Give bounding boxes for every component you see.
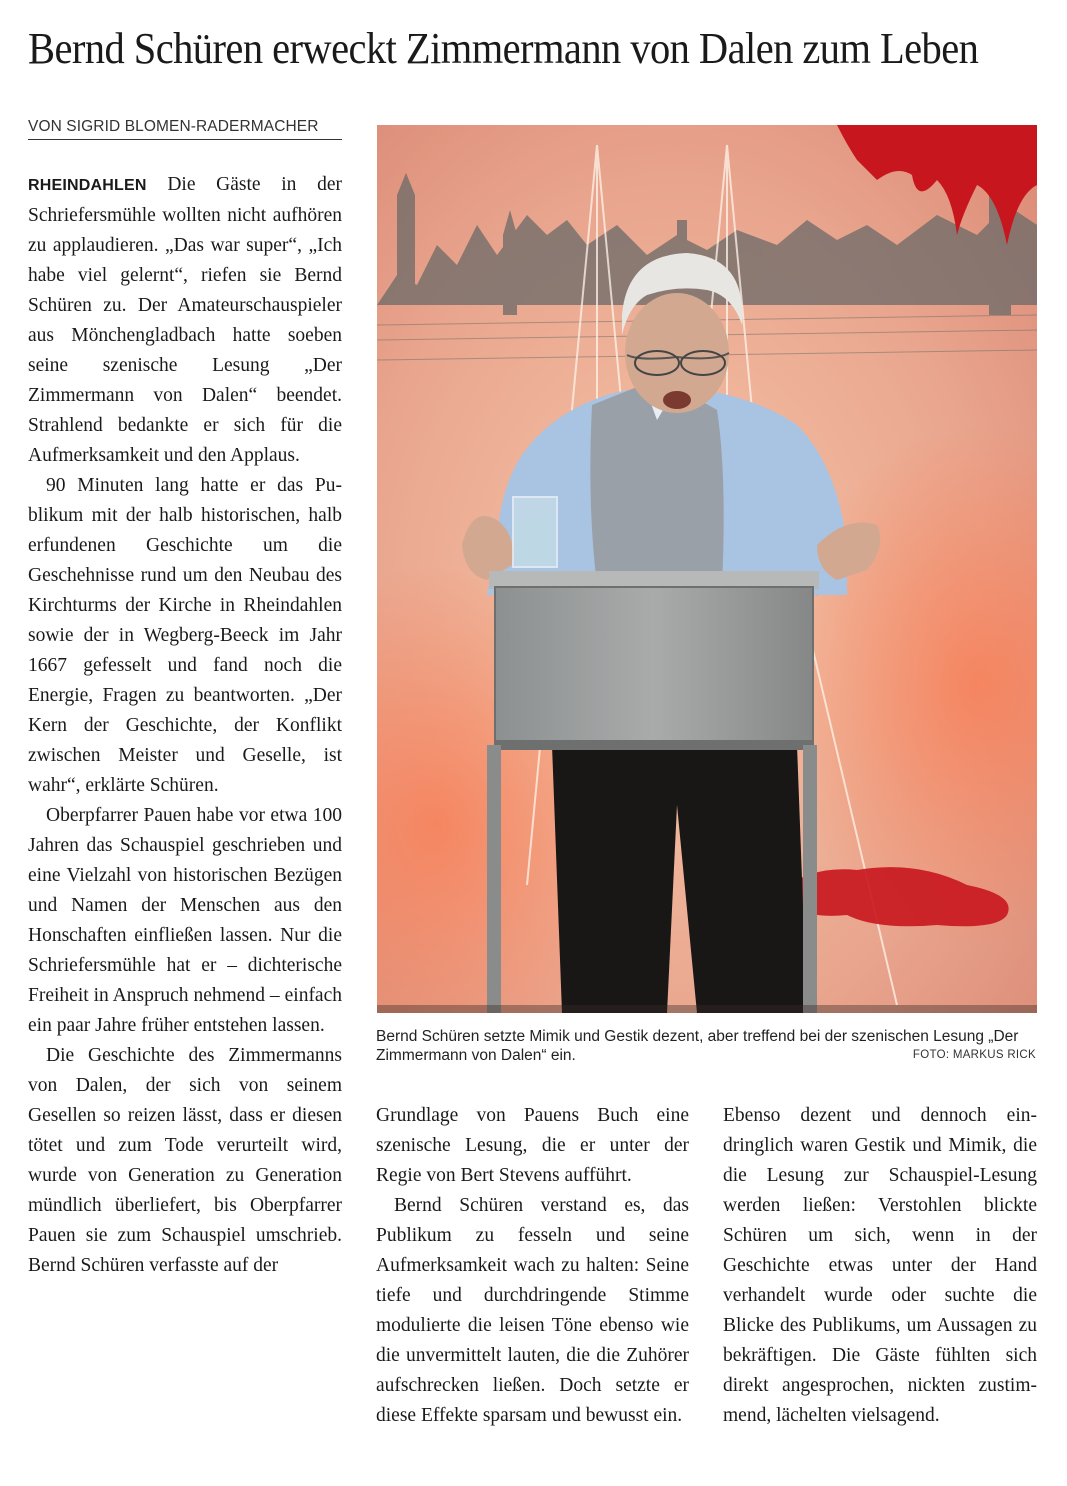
byline: VON SIGRID BLOMEN-RADERMACHER [28, 116, 342, 140]
caption-text: Bernd Schüren setzte Mimik und Gestik dezent, aber treffend bei der szenischen Lesung „Der Zimmermann von Dalen“ ein. [376, 1028, 1019, 1064]
photo-illustration [377, 125, 1037, 1013]
dateline: RHEINDAHLEN [28, 177, 147, 194]
paragraph: Ebenso dezent und dennoch eindringlich waren Gestik und Mimik, die die Lesung zur Schauspiel-Lesung werden ließen: Verstohlen blickte Schüren um sich, wenn in der Geschichte etwas unter der Hand verhandelt wurde oder suchte die Blicke des Publikums, um Aussagen zu bekräftigen. Die Gäste fühlten sich direkt angesprochen, nickten zustimmend, lächelten vielsagend. [723, 1105, 1037, 1426]
paragraph: Oberpfarrer Pauen habe vor etwa 100 Jahren das Schauspiel geschrieben und eine Vielzahl von historischen Bezügen und Namen der Menschen aus den Honschaften einfließen lassen. Nur die Schriefersmühle hat er – dichterische Freiheit in Anspruch nehmend – einfach ein paar Jahre früher entstehen lassen. [28, 805, 342, 1036]
headline: Bernd Schüren erweckt Zimmermann von Dalen zum Leben [28, 24, 979, 73]
paragraph: Die Geschichte des Zimmermanns von Dalen, der sich von seinem Gesellen so reizen lässt, dass er diesen tötet und zum Tode verurteilt wird, wurde von Generation zu Generation mündlich überliefert, bis Oberpfarrer Pauen sie zum Schauspiel umschrieb. Bernd Schüren verfasste auf der [28, 1045, 342, 1276]
article-photo [377, 125, 1037, 1013]
paragraph: 90 Minuten lang hatte er das Publikum mit der halb historischen, halb erfundenen Geschichte um die Geschehnisse rund um den Neubau des Kirchturms der Kirche in Rheindahlen sowie der in Wegberg-Beeck im Jahr 1667 gefesselt und fand noch die Energie, Fragen zu beantworten. „Der Kern der Geschichte, der Konflikt zwischen Meister und Geselle, ist wahr“, erklärte Schüren. [28, 475, 342, 796]
photo-caption [376, 1027, 1036, 1065]
article-column-1 [28, 170, 342, 1281]
paragraph [28, 170, 342, 471]
article-column-3 [723, 1101, 1037, 1431]
photo-credit: FOTO: MARKUS RICK [912, 1049, 1036, 1061]
paragraph-text: Die Gäste in der Schriefersmühle wollten nicht aufhören zu applaudieren. „Das war super“, „Ich habe viel gelernt“, riefen sie Bernd Schüren zu. Der Amateurschauspieler aus Mönchengladbach hatte soeben seine szenische Lesung „Der Zimmermann von Dalen“ beendet. Strahlend bedankte er sich für die Aufmerksamkeit und den Applaus. [28, 174, 342, 466]
paragraph: Grundlage von Pauens Buch eine szenische Lesung, die er unter der Regie von Bert Stevens aufführt. [376, 1105, 689, 1186]
article-column-2 [376, 1101, 689, 1431]
paragraph: Bernd Schüren verstand es, das Publikum zu fesseln und seine Aufmerksamkeit wach zu halten: Seine tiefe und durchdringende Stimme modulierte die leisen Töne ebenso wie die unvermittelt lauten, die die Zuhörer aufschrecken ließen. Doch setzte er diese Effekte sparsam und bewusst ein. [376, 1195, 689, 1426]
